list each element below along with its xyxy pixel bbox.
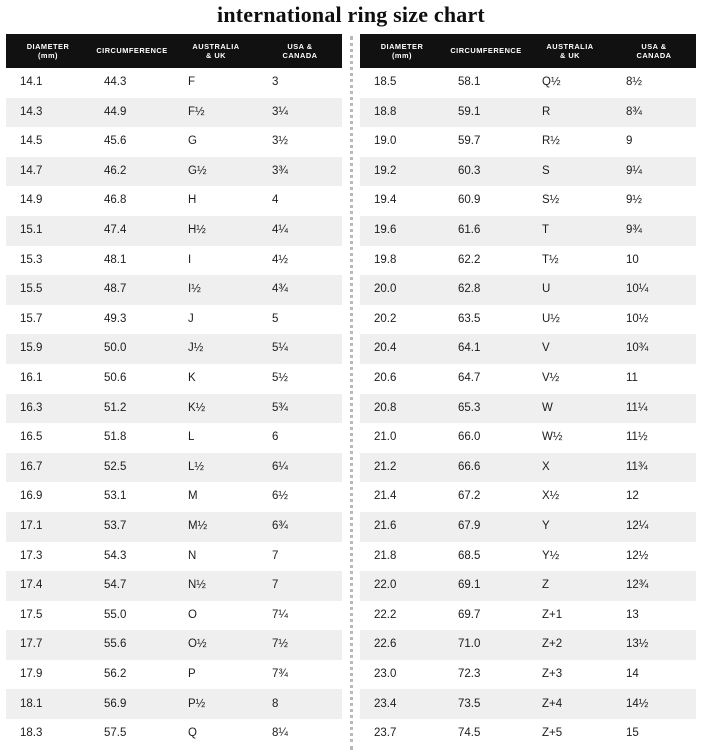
cell-circumference: 66.0 <box>444 423 528 453</box>
header-row <box>360 34 696 68</box>
cell-australia-uk: G <box>174 127 258 157</box>
cell-diameter: 21.0 <box>360 423 444 453</box>
cell-diameter: 14.5 <box>6 127 90 157</box>
table-row <box>6 334 342 364</box>
column-header-usa-canada-line2: CANADA <box>282 51 318 60</box>
table-row <box>6 364 342 394</box>
table-row <box>360 394 696 424</box>
cell-diameter: 16.3 <box>6 394 90 424</box>
cell-usa-canada: 13 <box>612 601 696 631</box>
cell-circumference: 66.6 <box>444 453 528 483</box>
cell-diameter: 20.6 <box>360 364 444 394</box>
cell-usa-canada: 6 <box>258 423 342 453</box>
column-header-circumference-line1: CIRCUMFERENCE <box>96 46 168 56</box>
ring-size-chart-page <box>0 2 702 749</box>
cell-usa-canada: 13½ <box>612 630 696 660</box>
cell-diameter: 21.8 <box>360 542 444 572</box>
cell-circumference: 56.9 <box>90 689 174 719</box>
cell-circumference: 60.9 <box>444 186 528 216</box>
cell-australia-uk: R <box>528 98 612 128</box>
table-row <box>360 98 696 128</box>
cell-circumference: 60.3 <box>444 157 528 187</box>
tables-container <box>0 34 702 750</box>
cell-australia-uk: Z+4 <box>528 689 612 719</box>
cell-australia-uk: P½ <box>174 689 258 719</box>
cell-usa-canada: 10½ <box>612 305 696 335</box>
cell-circumference: 44.3 <box>90 68 174 98</box>
column-header-usa-canada <box>258 34 342 68</box>
table-row <box>6 157 342 187</box>
cell-usa-canada: 5¾ <box>258 394 342 424</box>
cell-circumference: 59.7 <box>444 127 528 157</box>
cell-australia-uk: P <box>174 660 258 690</box>
cell-diameter: 19.0 <box>360 127 444 157</box>
cell-diameter: 17.9 <box>6 660 90 690</box>
column-header-australia-uk-line1: AUSTRALIA <box>546 41 594 51</box>
cell-diameter: 18.8 <box>360 98 444 128</box>
column-header-circumference <box>90 34 174 68</box>
cell-diameter: 17.1 <box>6 512 90 542</box>
table-row <box>6 216 342 246</box>
cell-diameter: 23.4 <box>360 689 444 719</box>
right-table-block <box>360 34 696 749</box>
cell-australia-uk: J <box>174 305 258 335</box>
cell-australia-uk: V <box>528 334 612 364</box>
cell-circumference: 55.0 <box>90 601 174 631</box>
cell-diameter: 15.1 <box>6 216 90 246</box>
cell-circumference: 62.8 <box>444 275 528 305</box>
cell-circumference: 68.5 <box>444 542 528 572</box>
cell-usa-canada: 15 <box>612 719 696 749</box>
cell-australia-uk: S <box>528 157 612 187</box>
cell-circumference: 51.2 <box>90 394 174 424</box>
cell-circumference: 45.6 <box>90 127 174 157</box>
table-row <box>360 275 696 305</box>
cell-circumference: 56.2 <box>90 660 174 690</box>
cell-australia-uk: X <box>528 453 612 483</box>
cell-usa-canada: 7 <box>258 542 342 572</box>
cell-circumference: 54.7 <box>90 571 174 601</box>
cell-usa-canada: 10¼ <box>612 275 696 305</box>
table-row <box>360 719 696 749</box>
table-row <box>6 186 342 216</box>
column-header-australia-uk <box>174 34 258 68</box>
cell-diameter: 23.0 <box>360 660 444 690</box>
cell-diameter: 15.3 <box>6 246 90 276</box>
cell-diameter: 19.6 <box>360 216 444 246</box>
table-row <box>6 127 342 157</box>
table-row <box>360 689 696 719</box>
column-header-australia-uk-line1: AUSTRALIA <box>192 41 240 51</box>
cell-usa-canada: 3½ <box>258 127 342 157</box>
column-header-usa-canada-line1: USA & <box>287 41 313 51</box>
cell-australia-uk: Q½ <box>528 68 612 98</box>
cell-usa-canada: 9¾ <box>612 216 696 246</box>
table-row <box>360 601 696 631</box>
cell-australia-uk: S½ <box>528 186 612 216</box>
cell-circumference: 44.9 <box>90 98 174 128</box>
column-header-diameter-line1: DIAMETER <box>26 41 70 51</box>
cell-circumference: 62.2 <box>444 246 528 276</box>
cell-usa-canada: 5½ <box>258 364 342 394</box>
table-row <box>360 660 696 690</box>
cell-diameter: 14.9 <box>6 186 90 216</box>
table-row <box>6 482 342 512</box>
cell-circumference: 51.8 <box>90 423 174 453</box>
cell-usa-canada: 11½ <box>612 423 696 453</box>
cell-circumference: 52.5 <box>90 453 174 483</box>
cell-diameter: 22.2 <box>360 601 444 631</box>
cell-diameter: 21.2 <box>360 453 444 483</box>
cell-australia-uk: O½ <box>174 630 258 660</box>
cell-diameter: 19.8 <box>360 246 444 276</box>
cell-circumference: 50.0 <box>90 334 174 364</box>
cell-australia-uk: F <box>174 68 258 98</box>
cell-australia-uk: Y <box>528 512 612 542</box>
cell-usa-canada: 7¾ <box>258 660 342 690</box>
cell-usa-canada: 6½ <box>258 482 342 512</box>
cell-usa-canada: 7¼ <box>258 601 342 631</box>
cell-diameter: 18.5 <box>360 68 444 98</box>
cell-diameter: 14.7 <box>6 157 90 187</box>
cell-australia-uk: X½ <box>528 482 612 512</box>
cell-diameter: 14.3 <box>6 98 90 128</box>
cell-circumference: 53.7 <box>90 512 174 542</box>
cell-usa-canada: 6¼ <box>258 453 342 483</box>
cell-diameter: 18.1 <box>6 689 90 719</box>
cell-circumference: 71.0 <box>444 630 528 660</box>
cell-diameter: 20.2 <box>360 305 444 335</box>
cell-usa-canada: 9¼ <box>612 157 696 187</box>
cell-australia-uk: Z+1 <box>528 601 612 631</box>
table-row <box>360 542 696 572</box>
cell-diameter: 14.1 <box>6 68 90 98</box>
table-row <box>6 68 342 98</box>
cell-australia-uk: L½ <box>174 453 258 483</box>
cell-circumference: 67.9 <box>444 512 528 542</box>
cell-diameter: 15.9 <box>6 334 90 364</box>
table-row <box>360 630 696 660</box>
table-row <box>6 660 342 690</box>
cell-diameter: 19.2 <box>360 157 444 187</box>
cell-usa-canada: 4½ <box>258 246 342 276</box>
cell-diameter: 16.5 <box>6 423 90 453</box>
cell-diameter: 22.6 <box>360 630 444 660</box>
table-row <box>360 423 696 453</box>
cell-usa-canada: 11¾ <box>612 453 696 483</box>
cell-circumference: 63.5 <box>444 305 528 335</box>
cell-circumference: 67.2 <box>444 482 528 512</box>
cell-usa-canada: 12¾ <box>612 571 696 601</box>
cell-australia-uk: W <box>528 394 612 424</box>
cell-circumference: 49.3 <box>90 305 174 335</box>
cell-usa-canada: 11 <box>612 364 696 394</box>
column-header-diameter-line1: DIAMETER <box>380 41 424 51</box>
cell-diameter: 16.9 <box>6 482 90 512</box>
cell-diameter: 17.3 <box>6 542 90 572</box>
cell-australia-uk: K½ <box>174 394 258 424</box>
table-body-left <box>6 68 342 749</box>
cell-usa-canada: 7½ <box>258 630 342 660</box>
cell-circumference: 55.6 <box>90 630 174 660</box>
table-row <box>6 512 342 542</box>
cell-usa-canada: 7 <box>258 571 342 601</box>
cell-usa-canada: 8½ <box>612 68 696 98</box>
cell-circumference: 53.1 <box>90 482 174 512</box>
cell-usa-canada: 4¾ <box>258 275 342 305</box>
cell-circumference: 61.6 <box>444 216 528 246</box>
column-header-australia-uk-line2: & UK <box>205 51 227 60</box>
column-header-usa-canada-line2: CANADA <box>636 51 672 60</box>
table-row <box>6 689 342 719</box>
cell-australia-uk: V½ <box>528 364 612 394</box>
cell-australia-uk: I½ <box>174 275 258 305</box>
table-row <box>360 571 696 601</box>
cell-usa-canada: 4¼ <box>258 216 342 246</box>
cell-diameter: 23.7 <box>360 719 444 749</box>
ring-size-table-right <box>360 34 696 749</box>
cell-diameter: 20.8 <box>360 394 444 424</box>
table-row <box>6 453 342 483</box>
cell-diameter: 19.4 <box>360 186 444 216</box>
page-title: international ring size chart <box>217 2 485 27</box>
column-header-australia-uk-line2: & UK <box>559 51 581 60</box>
cell-australia-uk: I <box>174 246 258 276</box>
cell-diameter: 15.7 <box>6 305 90 335</box>
cell-diameter: 17.4 <box>6 571 90 601</box>
cell-australia-uk: L <box>174 423 258 453</box>
cell-circumference: 64.1 <box>444 334 528 364</box>
table-row <box>360 334 696 364</box>
cell-australia-uk: Z+3 <box>528 660 612 690</box>
cell-australia-uk: Y½ <box>528 542 612 572</box>
column-header-diameter <box>6 34 90 68</box>
cell-diameter: 16.1 <box>6 364 90 394</box>
cell-australia-uk: Q <box>174 719 258 749</box>
cell-usa-canada: 3¾ <box>258 157 342 187</box>
table-row <box>6 98 342 128</box>
table-row <box>6 305 342 335</box>
cell-diameter: 21.6 <box>360 512 444 542</box>
cell-australia-uk: N½ <box>174 571 258 601</box>
cell-usa-canada: 12½ <box>612 542 696 572</box>
table-row <box>360 157 696 187</box>
cell-circumference: 46.8 <box>90 186 174 216</box>
column-header-diameter-line2: (mm) <box>391 51 413 60</box>
cell-australia-uk: H½ <box>174 216 258 246</box>
cell-diameter: 17.7 <box>6 630 90 660</box>
cell-diameter: 18.3 <box>6 719 90 749</box>
cell-circumference: 54.3 <box>90 542 174 572</box>
cell-circumference: 47.4 <box>90 216 174 246</box>
cell-usa-canada: 12¼ <box>612 512 696 542</box>
ring-size-table-left <box>6 34 342 749</box>
cell-circumference: 64.7 <box>444 364 528 394</box>
cell-usa-canada: 4 <box>258 186 342 216</box>
table-row <box>360 453 696 483</box>
cell-circumference: 46.2 <box>90 157 174 187</box>
cell-diameter: 15.5 <box>6 275 90 305</box>
table-row <box>6 571 342 601</box>
cell-australia-uk: M½ <box>174 512 258 542</box>
table-row <box>6 275 342 305</box>
table-row <box>360 305 696 335</box>
table-row <box>6 246 342 276</box>
cell-circumference: 74.5 <box>444 719 528 749</box>
cell-australia-uk: U <box>528 275 612 305</box>
cell-usa-canada: 9 <box>612 127 696 157</box>
header-row <box>6 34 342 68</box>
cell-australia-uk: G½ <box>174 157 258 187</box>
cell-australia-uk: J½ <box>174 334 258 364</box>
cell-usa-canada: 10¾ <box>612 334 696 364</box>
cell-circumference: 58.1 <box>444 68 528 98</box>
cell-circumference: 57.5 <box>90 719 174 749</box>
cell-usa-canada: 11¼ <box>612 394 696 424</box>
cell-circumference: 65.3 <box>444 394 528 424</box>
cell-usa-canada: 10 <box>612 246 696 276</box>
table-row <box>6 394 342 424</box>
cell-usa-canada: 8¾ <box>612 98 696 128</box>
column-header-circumference <box>444 34 528 68</box>
cell-australia-uk: W½ <box>528 423 612 453</box>
cell-usa-canada: 6¾ <box>258 512 342 542</box>
cell-australia-uk: Z <box>528 571 612 601</box>
table-row <box>360 127 696 157</box>
cell-usa-canada: 12 <box>612 482 696 512</box>
cell-usa-canada: 5¼ <box>258 334 342 364</box>
cell-australia-uk: K <box>174 364 258 394</box>
cell-australia-uk: Z+5 <box>528 719 612 749</box>
table-header-right <box>360 34 696 68</box>
table-row <box>6 423 342 453</box>
table-row <box>6 542 342 572</box>
table-row <box>360 246 696 276</box>
cell-circumference: 69.7 <box>444 601 528 631</box>
cell-usa-canada: 14½ <box>612 689 696 719</box>
cell-usa-canada: 14 <box>612 660 696 690</box>
cell-australia-uk: T½ <box>528 246 612 276</box>
column-header-diameter <box>360 34 444 68</box>
table-row <box>360 186 696 216</box>
column-header-diameter-line2: (mm) <box>37 51 59 60</box>
cell-usa-canada: 8 <box>258 689 342 719</box>
table-row <box>360 216 696 246</box>
cell-australia-uk: M <box>174 482 258 512</box>
table-row <box>6 601 342 631</box>
dotted-line <box>350 36 353 750</box>
table-row <box>6 630 342 660</box>
cell-circumference: 48.7 <box>90 275 174 305</box>
table-row <box>360 364 696 394</box>
cell-diameter: 20.0 <box>360 275 444 305</box>
column-header-circumference-line1: CIRCUMFERENCE <box>450 46 522 56</box>
cell-circumference: 59.1 <box>444 98 528 128</box>
cell-usa-canada: 3¼ <box>258 98 342 128</box>
cell-australia-uk: O <box>174 601 258 631</box>
cell-australia-uk: U½ <box>528 305 612 335</box>
cell-circumference: 48.1 <box>90 246 174 276</box>
cell-circumference: 72.3 <box>444 660 528 690</box>
cell-australia-uk: T <box>528 216 612 246</box>
cell-diameter: 21.4 <box>360 482 444 512</box>
cell-usa-canada: 9½ <box>612 186 696 216</box>
vertical-dotted-divider <box>345 34 357 750</box>
column-header-usa-canada <box>612 34 696 68</box>
table-body-right <box>360 68 696 749</box>
cell-diameter: 22.0 <box>360 571 444 601</box>
cell-diameter: 17.5 <box>6 601 90 631</box>
table-row <box>360 482 696 512</box>
table-row <box>360 68 696 98</box>
cell-australia-uk: Z+2 <box>528 630 612 660</box>
cell-circumference: 69.1 <box>444 571 528 601</box>
cell-circumference: 50.6 <box>90 364 174 394</box>
cell-australia-uk: R½ <box>528 127 612 157</box>
cell-diameter: 16.7 <box>6 453 90 483</box>
column-header-australia-uk <box>528 34 612 68</box>
cell-australia-uk: N <box>174 542 258 572</box>
cell-circumference: 73.5 <box>444 689 528 719</box>
cell-australia-uk: F½ <box>174 98 258 128</box>
left-table-block <box>6 34 342 749</box>
cell-australia-uk: H <box>174 186 258 216</box>
cell-usa-canada: 3 <box>258 68 342 98</box>
cell-usa-canada: 5 <box>258 305 342 335</box>
column-header-usa-canada-line1: USA & <box>641 41 667 51</box>
table-row <box>360 512 696 542</box>
cell-usa-canada: 8¼ <box>258 719 342 749</box>
table-header-left <box>6 34 342 68</box>
table-row <box>6 719 342 749</box>
cell-diameter: 20.4 <box>360 334 444 364</box>
